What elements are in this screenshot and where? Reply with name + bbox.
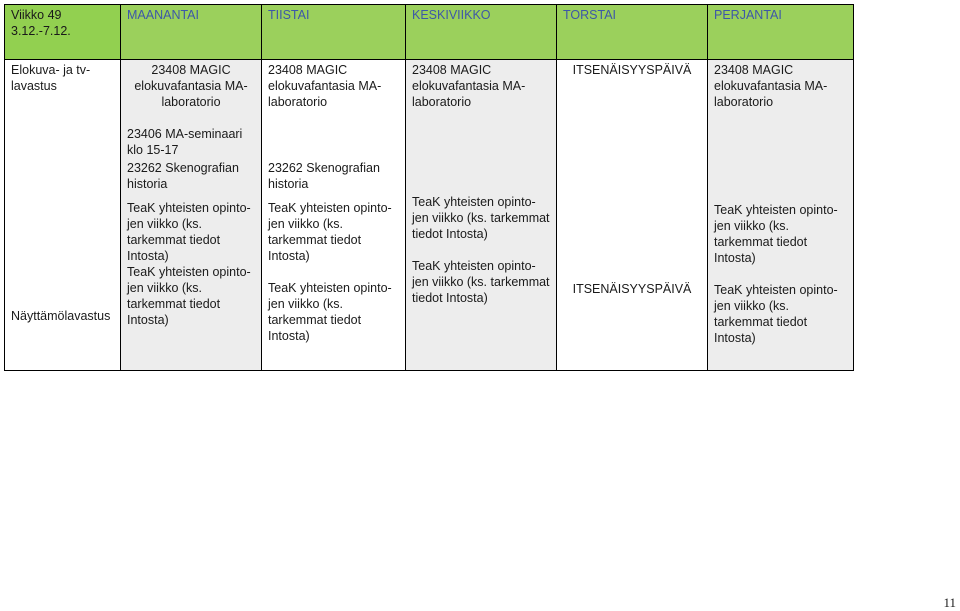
- course-teak-friday-2: TeaK yhteisten opinto-jen viikko (ks. tarkemmat tiedot Intosta): [714, 283, 838, 345]
- cell-stage-friday: [708, 158, 854, 371]
- course-magic-tuesday: 23408 MAGIC elokuvafantasia MA-laboratorio: [268, 63, 382, 109]
- course-magic-friday: 23408 MAGIC elokuvafantasia MA-laboratorio: [714, 63, 828, 109]
- day-header-wednesday: KESKIVIIKKO: [406, 5, 557, 60]
- row-label-stage-text: Näyttämölavastus: [11, 309, 111, 323]
- page-number: 11: [943, 595, 956, 610]
- course-teak-monday-1: TeaK yhteisten opinto-jen viikko (ks. tarkemmat tiedot Intosta): [127, 201, 251, 263]
- course-teak-friday-1: TeaK yhteisten opinto-jen viikko (ks. tarkemmat tiedot Intosta): [714, 203, 838, 265]
- day-header-thursday: TORSTAI: [557, 5, 708, 60]
- holiday-film-thursday: ITSENÄISYYSPÄIVÄ: [572, 63, 692, 77]
- week-dates: 3.12.-7.12.: [11, 24, 71, 38]
- holiday-stage-thursday: ITSENÄISYYSPÄIVÄ: [572, 282, 692, 296]
- row-label-film-text: Elokuva- ja tv-lavastus: [11, 63, 91, 93]
- row-label-stage: [5, 158, 121, 371]
- cell-stage-wednesday: [406, 158, 557, 371]
- cell-stage-monday: [121, 158, 262, 371]
- course-teak-tuesday-1: TeaK yhteisten opinto-jen viikko (ks. tarkemmat tiedot Intosta): [268, 201, 392, 263]
- row-stage: [5, 158, 854, 371]
- course-teak-wednesday-1: TeaK yhteisten opinto-jen viikko (ks. tarkemmat tiedot Intosta): [412, 195, 550, 241]
- week-cell: [5, 5, 121, 60]
- schedule-table-stage: [4, 158, 854, 371]
- course-skeno-monday: 23262 Skenografian historia: [127, 161, 239, 191]
- header-row: [5, 5, 854, 60]
- cell-stage-tuesday: [262, 158, 406, 371]
- course-seminar-monday: 23406 MA-seminaari klo 15-17: [127, 127, 243, 157]
- day-header-tuesday: TIISTAI: [262, 5, 406, 60]
- day-header-friday: PERJANTAI: [708, 5, 854, 60]
- course-teak-monday-2: TeaK yhteisten opinto-jen viikko (ks. tarkemmat tiedot Intosta): [127, 265, 251, 327]
- day-header-monday: MAANANTAI: [121, 5, 262, 60]
- course-magic-wednesday: 23408 MAGIC elokuvafantasia MA-laboratorio: [412, 63, 526, 109]
- course-teak-tuesday-2: TeaK yhteisten opinto-jen viikko (ks. tarkemmat tiedot Intosta): [268, 281, 392, 343]
- week-number: Viikko 49: [11, 8, 62, 22]
- course-magic-monday: 23408 MAGIC elokuvafantasia MA-laboratorio: [134, 63, 248, 109]
- course-teak-wednesday-2: TeaK yhteisten opinto-jen viikko (ks. tarkemmat tiedot Intosta): [412, 259, 550, 305]
- course-skeno-tuesday: 23262 Skenografian historia: [268, 161, 380, 191]
- cell-stage-thursday: [557, 158, 708, 371]
